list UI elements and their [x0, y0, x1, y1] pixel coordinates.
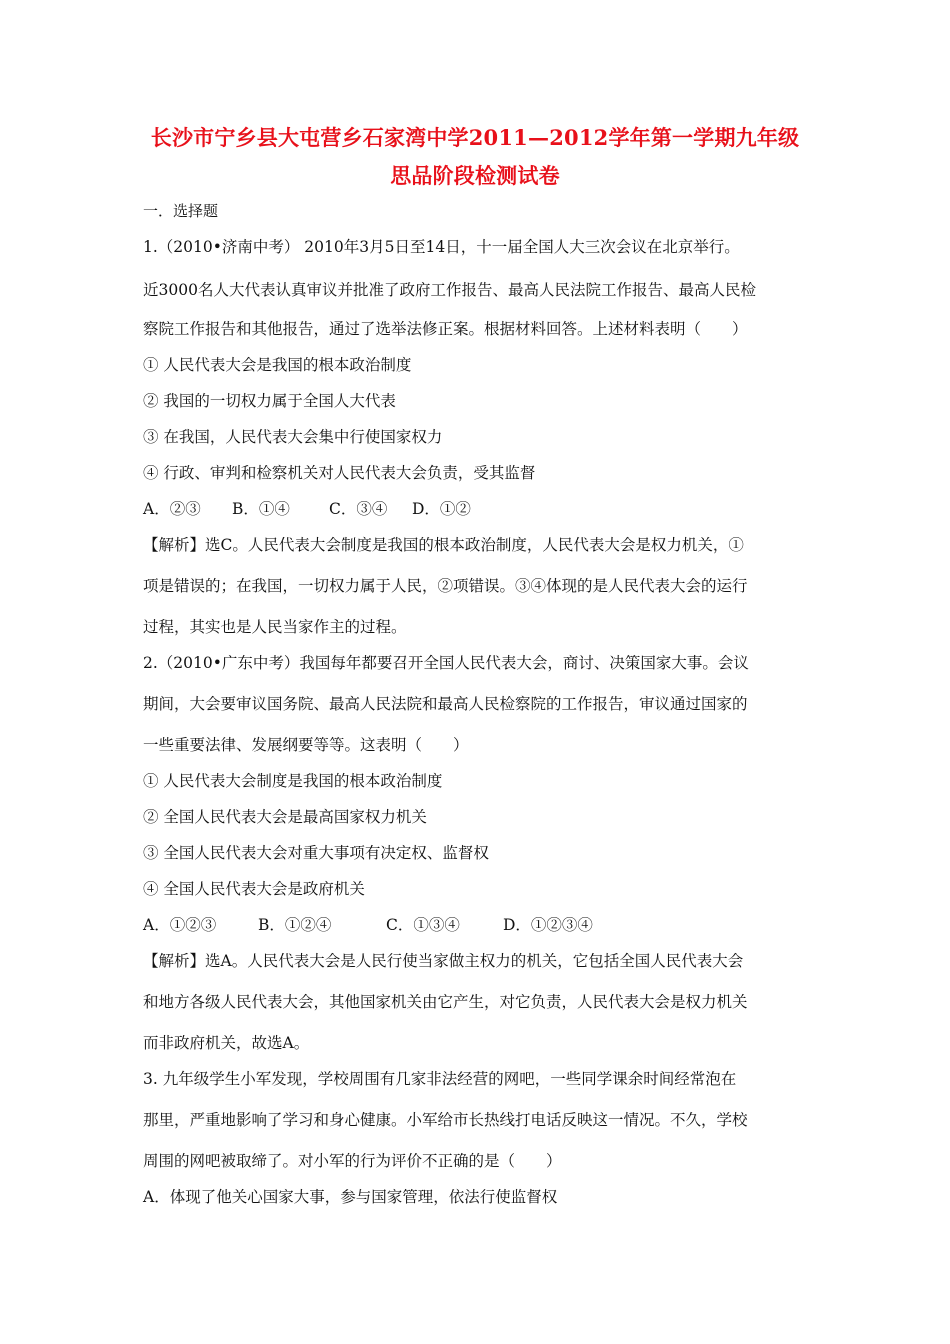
q2-item-2: ② 全国人民代表大会是最高国家权力机关 [143, 808, 427, 826]
q2-stem-line2: 期间，大会要审议国务院、最高人民法院和最高人民检察院的工作报告，审议通过国家的 [143, 695, 748, 713]
q3-stem-line1: 3. 九年级学生小军发现，学校周围有几家非法经营的网吧，一些同学课余时间经常泡在 [143, 1070, 737, 1088]
q2-analysis-line1: 【解析】选A。人民代表大会是人民行使当家做主权力的机关，它包括全国人民代表大会 [143, 952, 744, 970]
q3-stem-line2: 那里，严重地影响了学习和身心健康。小军给市长热线打电话反映这一情况。不久，学校 [143, 1111, 748, 1129]
document-title-line1: 长沙市宁乡县大屯营乡石家湾中学2011—2012学年第一学期九年级 [150, 125, 800, 150]
q1-option-c: C．③④ [329, 500, 388, 518]
q1-option-a: A．②③ [143, 500, 201, 518]
q1-analysis-line1: 【解析】选C。人民代表大会制度是我国的根本政治制度，人民代表大会是权力机关，① [143, 536, 744, 554]
q2-options [143, 915, 593, 935]
q1-stem-line1: 1.（2010•济南中考） 2010年3月5日至14日，十一届全国人大三次会议在北京举行。 [143, 238, 740, 256]
q1-stem-line2: 近3000名人大代表认真审议并批准了政府工作报告、最高人民法院工作报告、最高人民检 [143, 281, 756, 299]
q2-stem-line3: 一些重要法律、发展纲要等等。这表明（ ） [143, 736, 469, 754]
q1-item-1: ① 人民代表大会是我国的根本政治制度 [143, 356, 412, 374]
q1-item-4: ④ 行政、审判和检察机关对人民代表大会负责，受其监督 [143, 464, 536, 482]
q1-stem-line3: 察院工作报告和其他报告，通过了选举法修正案。根据材料回答。上述材料表明（ ） [143, 320, 748, 338]
section-heading: 一．选择题 [143, 202, 219, 220]
q2-option-b: B．①②④ [258, 916, 332, 934]
q3-option-a: A．体现了他关心国家大事，参与国家管理，依法行使监督权 [143, 1188, 558, 1206]
q2-item-1: ① 人民代表大会制度是我国的根本政治制度 [143, 772, 443, 790]
q2-stem-line1: 2.（2010•广东中考）我国每年都要召开全国人民代表大会，商讨、决策国家大事。会议 [143, 654, 749, 672]
q2-analysis-line3: 而非政府机关，故选A。 [143, 1034, 310, 1052]
q2-analysis-line2: 和地方各级人民代表大会，其他国家机关由它产生，对它负责，人民代表大会是权力机关 [143, 993, 748, 1011]
q2-item-3: ③ 全国人民代表大会对重大事项有决定权、监督权 [143, 844, 489, 862]
q1-analysis-line2: 项是错误的；在我国，一切权力属于人民，②项错误。③④体现的是人民代表大会的运行 [143, 577, 748, 595]
q2-option-c: C．①③④ [386, 916, 460, 934]
q1-option-d: D．①② [412, 500, 471, 518]
q2-option-a: A．①②③ [143, 916, 217, 934]
q2-option-d: D．①②③④ [503, 916, 593, 934]
q1-item-2: ② 我国的一切权力属于全国人大代表 [143, 392, 396, 410]
q2-item-4: ④ 全国人民代表大会是政府机关 [143, 880, 365, 898]
document-title-line2: 思品阶段检测试卷 [390, 163, 560, 188]
q1-analysis-line3: 过程，其实也是人民当家作主的过程。 [143, 618, 407, 636]
q3-stem-line3: 周围的网吧被取缔了。对小军的行为评价不正确的是（ ） [143, 1152, 562, 1170]
q1-item-3: ③ 在我国，人民代表大会集中行使国家权力 [143, 428, 443, 446]
q1-option-b: B．①④ [232, 500, 290, 518]
q1-options [143, 499, 471, 519]
